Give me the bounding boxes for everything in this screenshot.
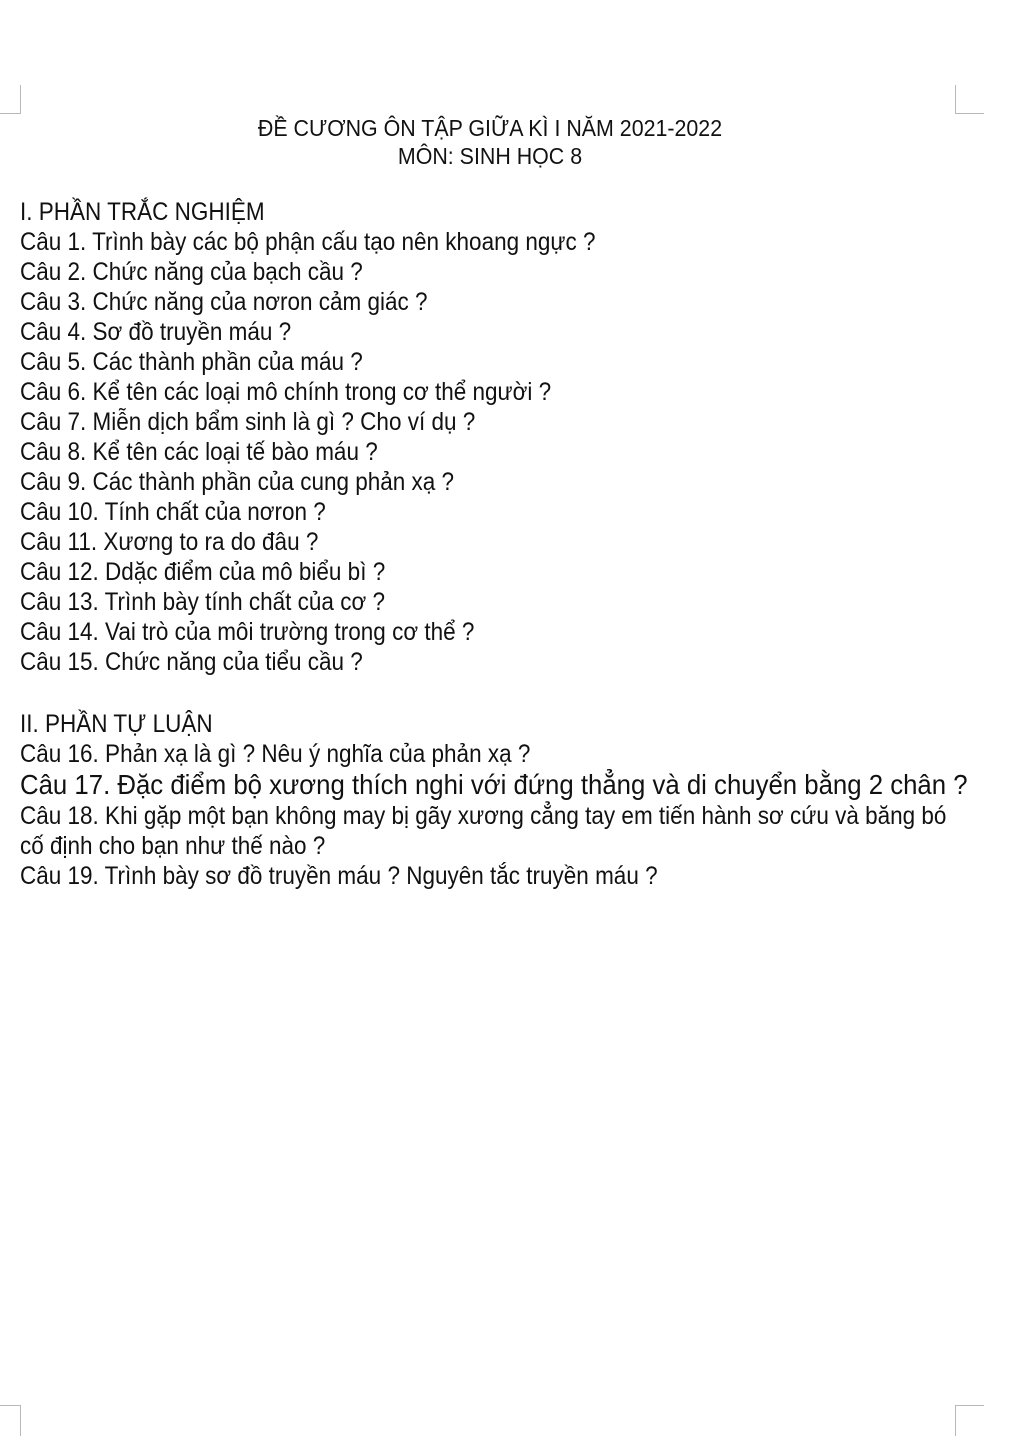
section-spacer: [20, 677, 980, 709]
document-body: [20, 197, 980, 891]
document-title: ĐỀ CƯƠNG ÔN TẬP GIỮA KÌ I NĂM 2021-2022: [257, 115, 723, 141]
question-list-essay: [20, 739, 980, 891]
question-3: Câu 3. Chức năng của nơron cảm giác ?: [20, 288, 428, 316]
question-4: Câu 4. Sơ đồ truyền máu ?: [20, 318, 292, 346]
question-1: Câu 1. Trình bày các bộ phận cấu tạo nên khoang ngực ?: [20, 228, 596, 256]
page-corner-mark-bottom-right: [955, 1405, 984, 1436]
question-16: Câu 16. Phản xạ là gì ? Nêu ý nghĩa của phản xạ ?: [20, 740, 531, 768]
document-subject: MÔN: SINH HỌC 8: [397, 143, 583, 169]
question-9: Câu 9. Các thành phần của cung phản xạ ?: [20, 468, 455, 496]
question-14: Câu 14. Vai trò của môi trường trong cơ thể ?: [20, 618, 475, 646]
page-corner-mark-bottom-left: [0, 1405, 21, 1436]
question-10: Câu 10. Tính chất của nơron ?: [20, 498, 326, 526]
question-15: Câu 15. Chức năng của tiểu cầu ?: [20, 648, 363, 676]
question-5: Câu 5. Các thành phần của máu ?: [20, 348, 363, 376]
question-7: Câu 7. Miễn dịch bẩm sinh là gì ? Cho ví dụ ?: [20, 408, 476, 436]
question-6: Câu 6. Kể tên các loại mô chính trong cơ thể người ?: [20, 378, 552, 406]
question-19: Câu 19. Trình bày sơ đồ truyền máu ? Nguyên tắc truyền máu ?: [20, 862, 658, 890]
question-11: Câu 11. Xương to ra do đâu ?: [20, 528, 319, 556]
question-8: Câu 8. Kể tên các loại tế bào máu ?: [20, 438, 378, 466]
section-title-essay: II. PHẦN TỰ LUẬN: [20, 710, 213, 738]
page-corner-mark-top-left: [0, 85, 21, 114]
question-list-multiple-choice: [20, 227, 980, 677]
question-12: Câu 12. Ddặc điểm của mô biểu bì ?: [20, 558, 386, 586]
page-corner-mark-top-right: [955, 85, 984, 114]
document-header: [34, 114, 945, 170]
question-13: Câu 13. Trình bày tính chất của cơ ?: [20, 588, 385, 616]
question-17: Câu 17. Đặc điểm bộ xương thích nghi với đứng thẳng và di chuyển bằng 2 chân ?: [20, 769, 968, 800]
question-18: Câu 18. Khi gặp một bạn không may bị gãy xương cẳng tay em tiến hành sơ cứu và băng bó cố định cho bạn như thế nào ?: [20, 802, 947, 860]
question-2: Câu 2. Chức năng của bạch cầu ?: [20, 258, 363, 286]
section-title-multiple-choice: I. PHẦN TRẮC NGHIỆM: [20, 198, 265, 226]
